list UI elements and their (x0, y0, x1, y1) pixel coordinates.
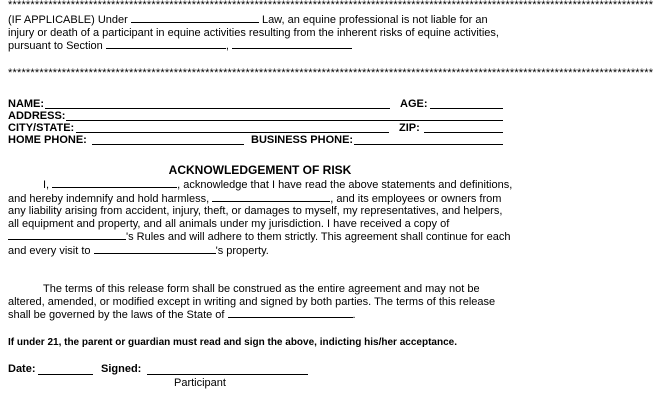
terms-text-2: . (352, 309, 356, 321)
signed-label: Signed: (101, 363, 142, 375)
state-blank[interactable] (131, 13, 259, 23)
facility-rules-blank[interactable] (8, 230, 126, 240)
intro-paragraph (8, 13, 513, 53)
name-field[interactable] (45, 98, 390, 109)
signature-field[interactable] (147, 363, 308, 375)
intro-text-3: , (225, 40, 232, 52)
state-law-blank[interactable] (228, 308, 353, 318)
facility-property-blank[interactable] (94, 244, 216, 254)
zip-field[interactable] (424, 122, 503, 133)
ack-text-4: 's Rules and will adhere to them strictly. This agreement shall continue for each and every visit to (8, 231, 511, 257)
intro-text-1: (IF APPLICABLE) Under (8, 14, 131, 26)
address-row (8, 110, 513, 122)
business-phone-label: BUSINESS PHONE: (251, 134, 354, 146)
phone-row (8, 134, 513, 146)
acknowledgement-paragraph (8, 178, 513, 257)
separator-bottom: ************************************************************************************************************************************************ (8, 67, 653, 79)
home-phone-label: HOME PHONE: (8, 134, 87, 146)
zip-label: ZIP: (399, 122, 420, 134)
city-state-field[interactable] (76, 122, 389, 133)
age-label: AGE: (400, 98, 428, 110)
terms-paragraph (8, 283, 513, 322)
terms-text-1: The terms of this release form shall be construed as the entire agreement and may not be altered, amended, or modified except in writing and signed by both parties. The terms of this release shall be governed by the laws of the State of (8, 283, 496, 321)
age-field[interactable] (430, 98, 503, 109)
section-blank-2[interactable] (232, 39, 352, 49)
separator-top: ************************************************************************************************************************************************ (8, 0, 653, 11)
participant-caption: Participant (174, 377, 226, 389)
business-phone-field[interactable] (354, 134, 503, 145)
address-field[interactable] (66, 110, 503, 121)
city-state-label: CITY/STATE: (8, 122, 75, 134)
name-label: NAME: (8, 98, 45, 110)
ack-text-1: I, (43, 179, 53, 191)
guardian-note: If under 21, the parent or guardian must read and sign the above, indicting his/her acceptance. (8, 337, 457, 348)
home-phone-field[interactable] (92, 134, 244, 145)
heading-acknowledgement: ACKNOWLEDGEMENT OF RISK (168, 163, 352, 177)
participant-name-blank[interactable] (52, 178, 177, 188)
name-age-row (8, 98, 513, 110)
date-label: Date: (8, 363, 36, 375)
date-field[interactable] (38, 363, 93, 375)
city-zip-row (8, 122, 513, 134)
intro-text-2: Law, an equine professional is not liable for an injury or death of a participant in equine activities resulting from the inherent risks of equine activities, pursuant to Section (8, 14, 499, 52)
facility-name-blank[interactable] (212, 192, 330, 202)
ack-text-2: , acknowledge that I have read the above statements and definitions, and hereby indemnify and hold harmless, (8, 179, 513, 205)
ack-text-3: , and its employees or owners from any liability arising from accident, injury, theft, or damages to myself, my representatives, and helpers, all equipment and property, and all animals under my jurisdiction. I have received a copy of (8, 192, 503, 230)
section-blank[interactable] (106, 39, 226, 49)
address-label: ADDRESS: (8, 110, 66, 122)
ack-text-5: 's property. (215, 244, 269, 257)
